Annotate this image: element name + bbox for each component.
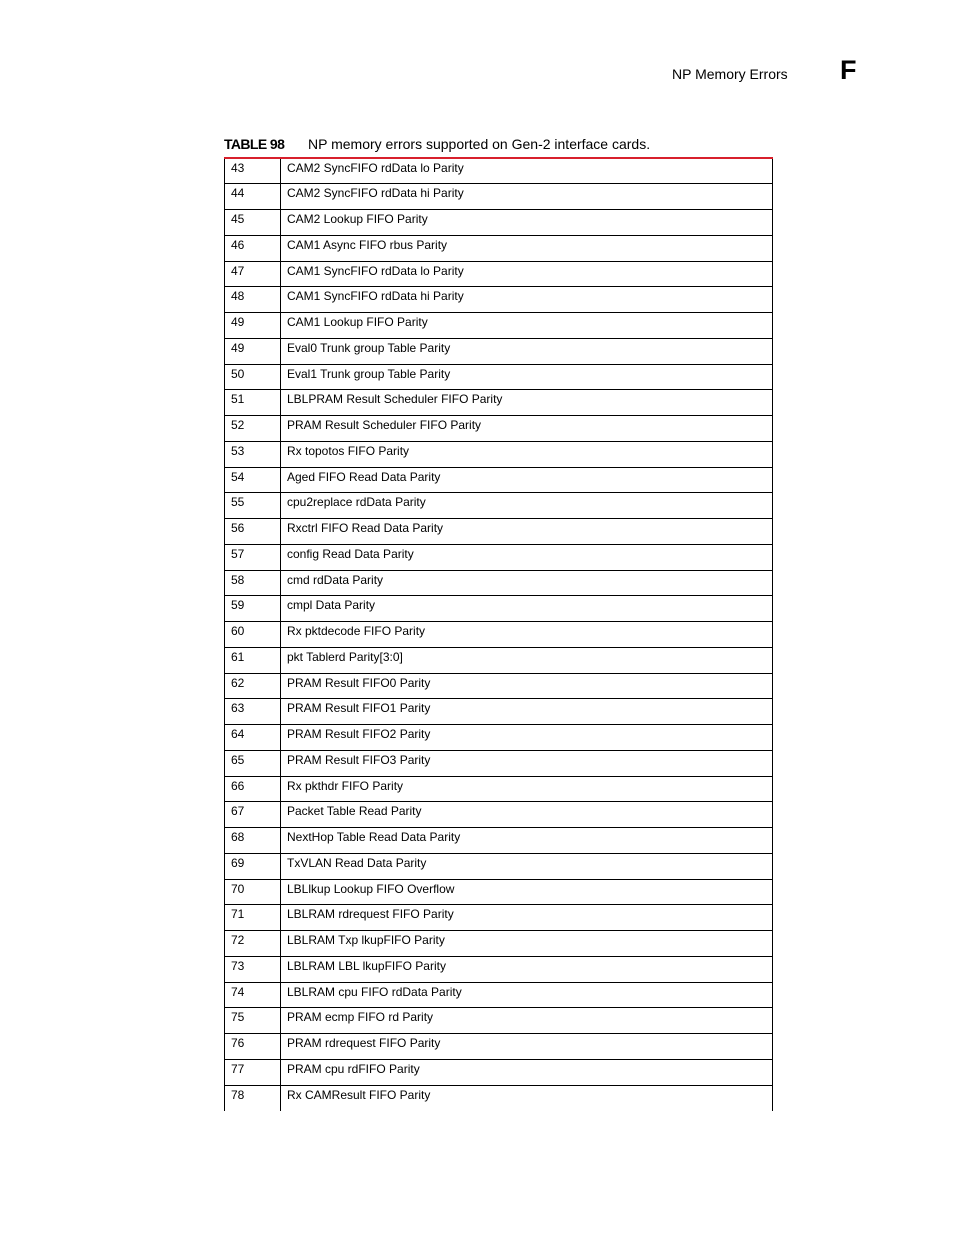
error-id-cell: 56: [225, 519, 281, 545]
error-id-cell: 76: [225, 1034, 281, 1060]
error-name-cell: Rxctrl FIFO Read Data Parity: [281, 519, 773, 545]
table-row: [225, 776, 773, 802]
error-name-cell: pkt Tablerd Parity[3:0]: [281, 647, 773, 673]
error-id-cell: 70: [225, 879, 281, 905]
error-id-cell: 78: [225, 1085, 281, 1111]
error-id-cell: 67: [225, 802, 281, 828]
table-row: [225, 467, 773, 493]
error-id-cell: 55: [225, 493, 281, 519]
error-name-cell: LBLRAM rdrequest FIFO Parity: [281, 905, 773, 931]
error-name-cell: CAM1 SyncFIFO rdData lo Parity: [281, 261, 773, 287]
error-id-cell: 50: [225, 364, 281, 390]
table-row: [225, 1034, 773, 1060]
table-row: [225, 493, 773, 519]
error-name-cell: CAM1 SyncFIFO rdData hi Parity: [281, 287, 773, 313]
error-name-cell: LBLlkup Lookup FIFO Overflow: [281, 879, 773, 905]
table-row: [225, 313, 773, 339]
error-id-cell: 68: [225, 828, 281, 854]
error-id-cell: 71: [225, 905, 281, 931]
error-name-cell: config Read Data Parity: [281, 544, 773, 570]
table-row: [225, 519, 773, 545]
table-row: [225, 802, 773, 828]
error-id-cell: 45: [225, 210, 281, 236]
error-name-cell: Rx topotos FIFO Parity: [281, 441, 773, 467]
table-row: [225, 364, 773, 390]
error-name-cell: CAM2 SyncFIFO rdData hi Parity: [281, 184, 773, 210]
error-name-cell: Rx pkthdr FIFO Parity: [281, 776, 773, 802]
error-id-cell: 52: [225, 416, 281, 442]
error-name-cell: Eval1 Trunk group Table Parity: [281, 364, 773, 390]
error-id-cell: 51: [225, 390, 281, 416]
error-id-cell: 75: [225, 1008, 281, 1034]
error-table: [224, 157, 773, 1111]
error-id-cell: 61: [225, 647, 281, 673]
error-name-cell: PRAM ecmp FIFO rd Parity: [281, 1008, 773, 1034]
error-name-cell: CAM1 Async FIFO rbus Parity: [281, 235, 773, 261]
error-name-cell: Rx CAMResult FIFO Parity: [281, 1085, 773, 1111]
table-row: [225, 416, 773, 442]
error-id-cell: 58: [225, 570, 281, 596]
error-name-cell: LBLRAM Txp lkupFIFO Parity: [281, 931, 773, 957]
table-row: [225, 261, 773, 287]
error-name-cell: TxVLAN Read Data Parity: [281, 853, 773, 879]
error-name-cell: PRAM Result FIFO1 Parity: [281, 699, 773, 725]
error-name-cell: CAM2 SyncFIFO rdData lo Parity: [281, 158, 773, 184]
table-title: NP memory errors supported on Gen-2 interface cards.: [308, 136, 651, 152]
error-id-cell: 48: [225, 287, 281, 313]
table-row: [225, 982, 773, 1008]
table-row: [225, 828, 773, 854]
table-row: [225, 570, 773, 596]
table-row: [225, 750, 773, 776]
error-name-cell: Eval0 Trunk group Table Parity: [281, 338, 773, 364]
table-row: [225, 441, 773, 467]
table-row: [225, 184, 773, 210]
appendix-letter: F: [840, 55, 857, 85]
table-caption: [224, 135, 772, 153]
error-id-cell: 65: [225, 750, 281, 776]
table-row: [225, 158, 773, 184]
table-row: [225, 879, 773, 905]
table-row: [225, 853, 773, 879]
table-row: [225, 210, 773, 236]
error-name-cell: NextHop Table Read Data Parity: [281, 828, 773, 854]
table-row: [225, 338, 773, 364]
table-number-label: TABLE 98: [224, 136, 285, 152]
error-id-cell: 63: [225, 699, 281, 725]
table-row: [225, 287, 773, 313]
error-id-cell: 69: [225, 853, 281, 879]
error-id-cell: 77: [225, 1059, 281, 1085]
error-id-cell: 47: [225, 261, 281, 287]
error-id-cell: 49: [225, 338, 281, 364]
error-name-cell: LBLRAM cpu FIFO rdData Parity: [281, 982, 773, 1008]
error-id-cell: 43: [225, 158, 281, 184]
error-name-cell: cpu2replace rdData Parity: [281, 493, 773, 519]
table-row: [225, 544, 773, 570]
table-row: [225, 931, 773, 957]
error-name-cell: PRAM rdrequest FIFO Parity: [281, 1034, 773, 1060]
error-id-cell: 53: [225, 441, 281, 467]
table-row: [225, 725, 773, 751]
table-row: [225, 673, 773, 699]
error-name-cell: cmd rdData Parity: [281, 570, 773, 596]
error-id-cell: 72: [225, 931, 281, 957]
table-row: [225, 390, 773, 416]
error-name-cell: CAM2 Lookup FIFO Parity: [281, 210, 773, 236]
error-id-cell: 73: [225, 956, 281, 982]
running-header: NP Memory Errors: [672, 66, 788, 82]
error-name-cell: LBLRAM LBL lkupFIFO Parity: [281, 956, 773, 982]
table-row: [225, 1008, 773, 1034]
error-name-cell: Aged FIFO Read Data Parity: [281, 467, 773, 493]
table-row: [225, 647, 773, 673]
table-row: [225, 235, 773, 261]
error-id-cell: 57: [225, 544, 281, 570]
table-row: [225, 1059, 773, 1085]
table-row: [225, 1085, 773, 1111]
error-id-cell: 49: [225, 313, 281, 339]
error-name-cell: cmpl Data Parity: [281, 596, 773, 622]
error-name-cell: PRAM Result Scheduler FIFO Parity: [281, 416, 773, 442]
error-id-cell: 74: [225, 982, 281, 1008]
error-id-cell: 59: [225, 596, 281, 622]
table-row: [225, 956, 773, 982]
error-id-cell: 54: [225, 467, 281, 493]
table-row: [225, 622, 773, 648]
error-name-cell: PRAM Result FIFO2 Parity: [281, 725, 773, 751]
error-name-cell: PRAM Result FIFO3 Parity: [281, 750, 773, 776]
table-body: [225, 158, 773, 1111]
table-row: [225, 905, 773, 931]
error-name-cell: Packet Table Read Parity: [281, 802, 773, 828]
error-name-cell: CAM1 Lookup FIFO Parity: [281, 313, 773, 339]
table-row: [225, 596, 773, 622]
error-name-cell: PRAM Result FIFO0 Parity: [281, 673, 773, 699]
error-name-cell: Rx pktdecode FIFO Parity: [281, 622, 773, 648]
error-id-cell: 46: [225, 235, 281, 261]
error-name-cell: PRAM cpu rdFIFO Parity: [281, 1059, 773, 1085]
error-id-cell: 60: [225, 622, 281, 648]
np-memory-errors-table: [224, 157, 772, 1111]
error-id-cell: 66: [225, 776, 281, 802]
error-id-cell: 62: [225, 673, 281, 699]
error-name-cell: LBLPRAM Result Scheduler FIFO Parity: [281, 390, 773, 416]
error-id-cell: 64: [225, 725, 281, 751]
table-row: [225, 699, 773, 725]
error-id-cell: 44: [225, 184, 281, 210]
